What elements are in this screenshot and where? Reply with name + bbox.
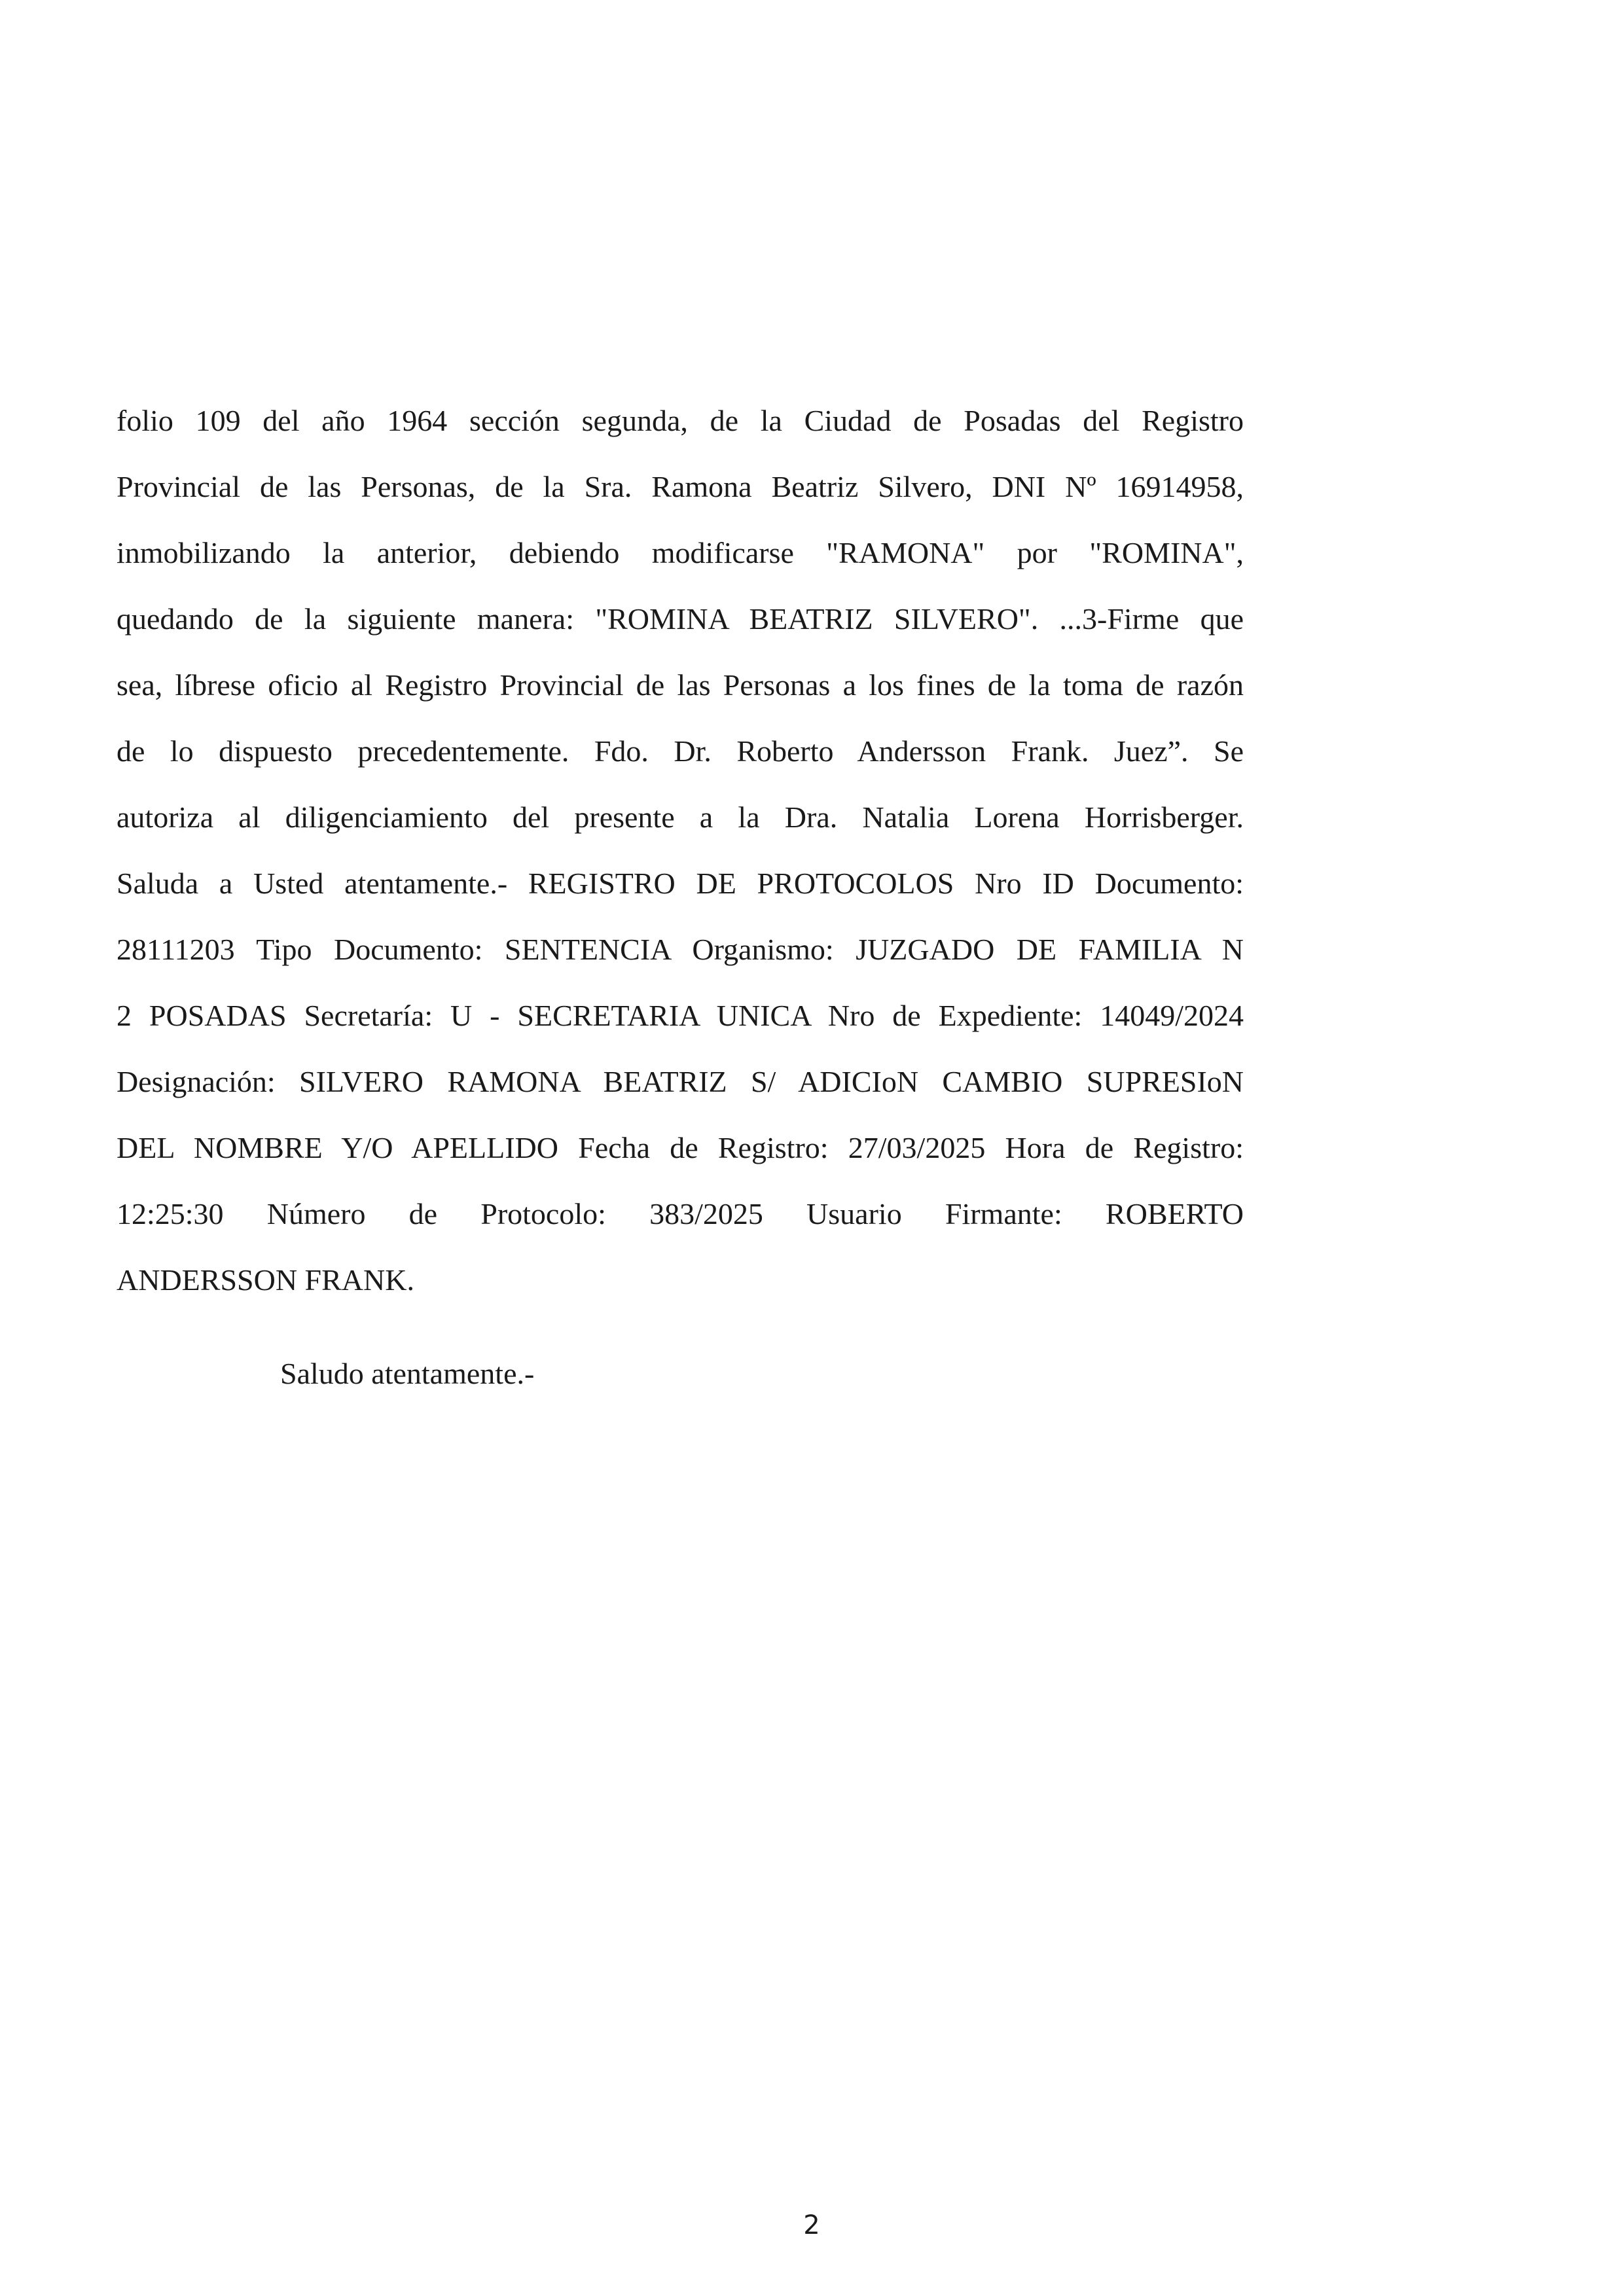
body-line: folio 109 del año 1964 sección segunda, de la Ciudad de Posadas del Registro bbox=[117, 404, 1244, 437]
body-line: inmobilizando la anterior, debiendo modificarse "RAMONA" por "ROMINA", bbox=[117, 536, 1244, 569]
body-line: 28111203 Tipo Documento: SENTENCIA Organismo: JUZGADO DE FAMILIA N bbox=[117, 933, 1244, 966]
body-line: 12:25:30 Número de Protocolo: 383/2025 Usuario Firmante: ROBERTO bbox=[117, 1197, 1244, 1230]
closing-salutation: Saludo atentamente.- bbox=[280, 1357, 535, 1390]
body-line: Saluda a Usted atentamente.- REGISTRO DE PROTOCOLOS Nro ID Documento: bbox=[117, 867, 1244, 900]
body-line: 2 POSADAS Secretaría: U - SECRETARIA UNICA Nro de Expediente: 14049/2024 bbox=[117, 999, 1244, 1032]
body-line: autoriza al diligenciamiento del presente a la Dra. Natalia Lorena Horrisberger. bbox=[117, 800, 1244, 834]
document-body bbox=[117, 387, 1244, 1313]
body-line: ANDERSSON FRANK. bbox=[117, 1263, 414, 1297]
body-line: quedando de la siguiente manera: "ROMINA BEATRIZ SILVERO". ...3-Firme que bbox=[117, 602, 1244, 636]
page-number: 2 bbox=[803, 2210, 821, 2240]
body-line: de lo dispuesto precedentemente. Fdo. Dr. Roberto Andersson Frank. Juez”. Se bbox=[117, 734, 1244, 768]
body-line: sea, líbrese oficio al Registro Provincial de las Personas a los fines de la toma de razón bbox=[117, 668, 1244, 702]
body-line: DEL NOMBRE Y/O APELLIDO Fecha de Registro: 27/03/2025 Hora de Registro: bbox=[117, 1131, 1244, 1164]
body-line: Provincial de las Personas, de la Sra. Ramona Beatriz Silvero, DNI Nº 16914958, bbox=[117, 470, 1244, 503]
body-line: Designación: SILVERO RAMONA BEATRIZ S/ ADICIoN CAMBIO SUPRESIoN bbox=[117, 1065, 1244, 1098]
